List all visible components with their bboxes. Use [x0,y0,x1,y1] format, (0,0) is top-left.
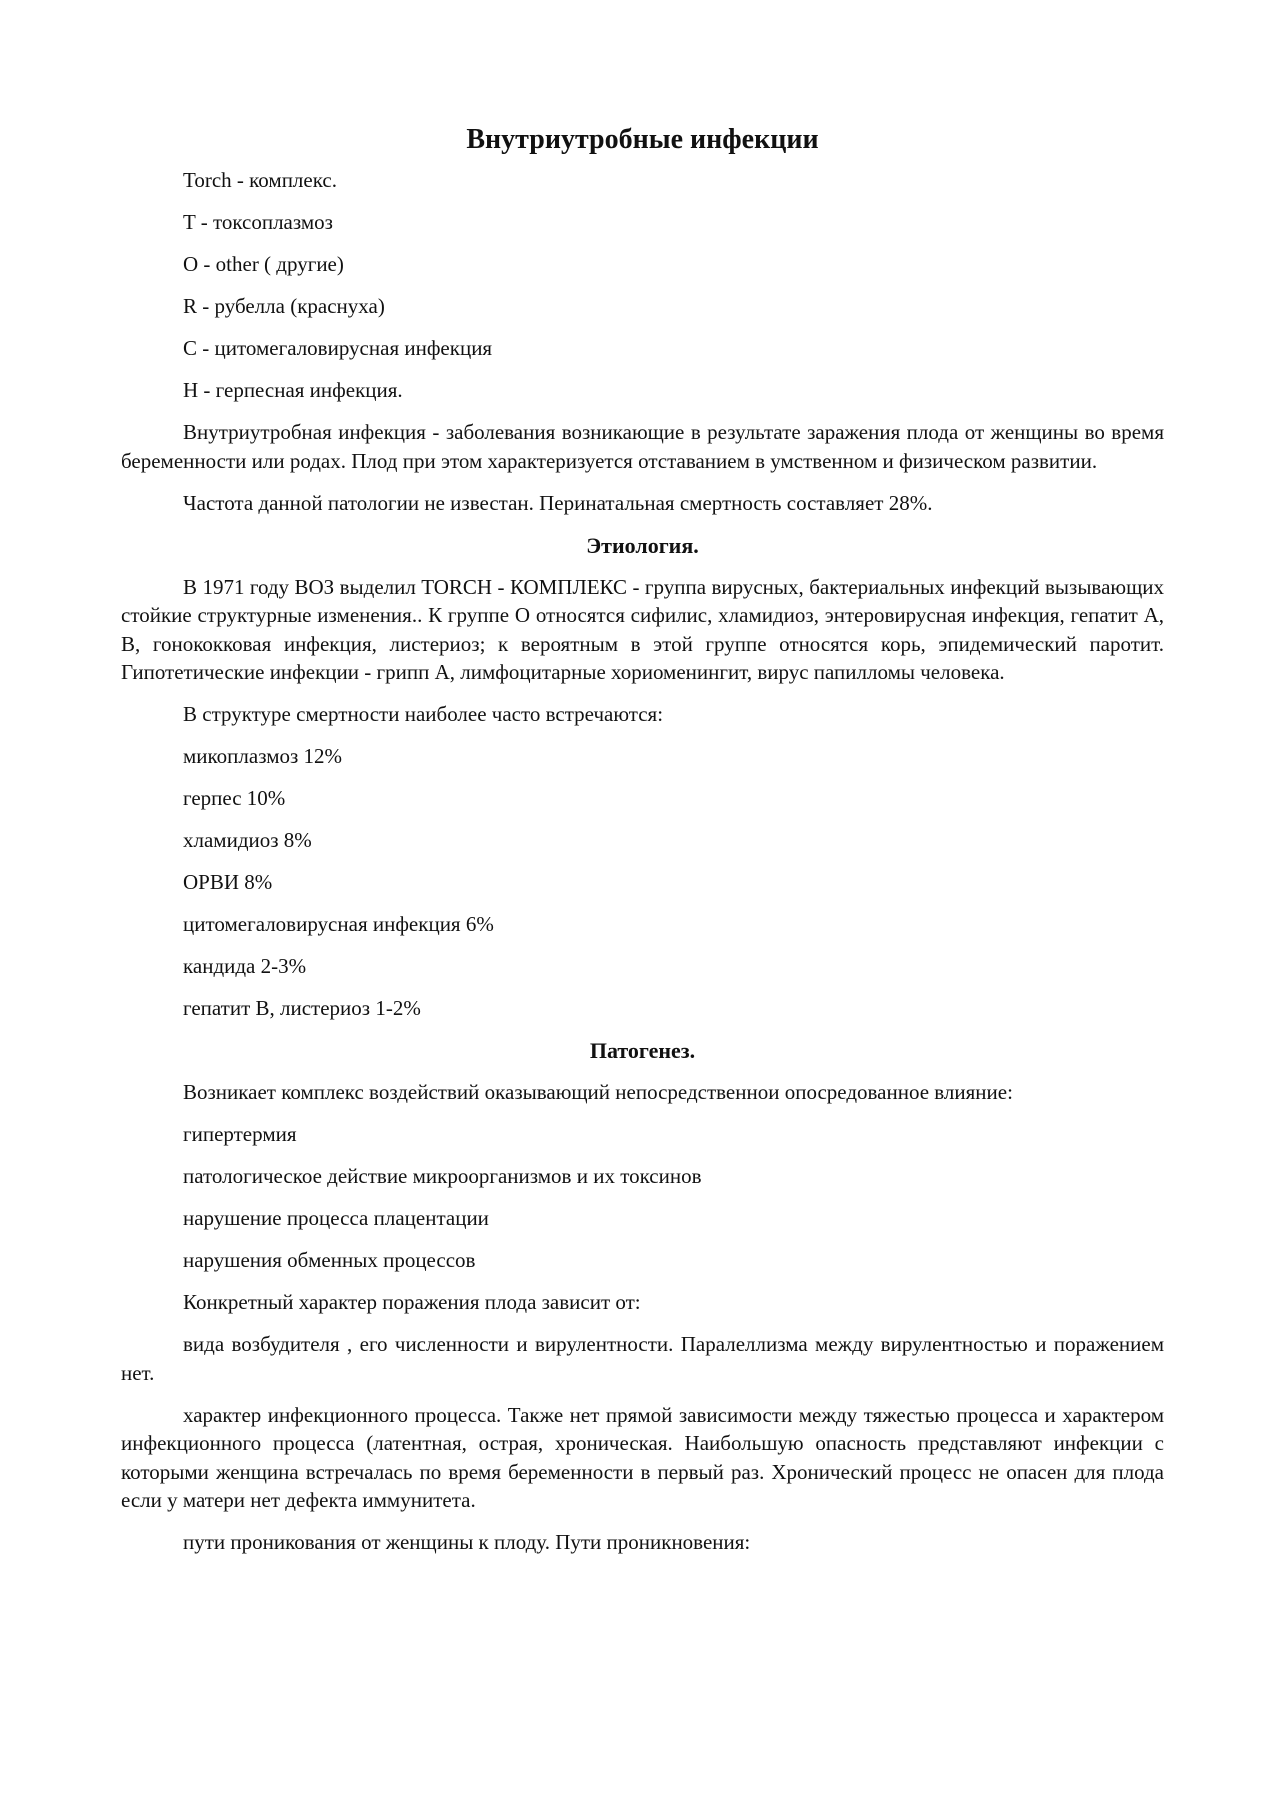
torch-item: O - other ( другие) [183,252,344,276]
factor-item: нарушение процесса плацентации [183,1206,489,1230]
intro-paragraph: Частота данной патологии не известан. Перинатальная смертность составляет 28%. [183,490,933,515]
factor-item: патологическое действие микроорганизмов и их токсинов [183,1164,702,1188]
depends-item: вида возбудителя , его численности и вирулентности. Паралеллизма между вирулентностью и поражением нет. [121,1332,1164,1385]
torch-item: R - рубелла (краснуха) [183,294,385,318]
factor-item: нарушения обменных процессов [183,1248,476,1272]
depends-item: пути проникования от женщины к плоду. Пути проникновения: [183,1530,751,1554]
mortality-item: ОРВИ 8% [183,870,273,894]
mortality-intro: В структуре смертности наиболее часто встречаются: [183,702,664,726]
pathogenesis-heading: Патогенез. [589,1038,696,1063]
depends-intro: Конкретный характер поражения плода зависит от: [183,1290,641,1314]
etiology-heading: Этиология. [586,532,699,558]
mortality-item: гепатит В, листериоз 1-2% [183,996,421,1020]
depends-item: характер инфекционного процесса. Также нет прямой зависимости между тяжестью процесса и характером инфекционного процесса (латентная, острая, хроническая. Наибольшую опасность представляют инфекции с которыми женщина встречалась по время беременности в первый раз. Хронический процесс не опасен для плода если у матери нет дефекта иммунитета. [121,1402,1164,1512]
mortality-item: хламидиоз 8% [183,828,312,852]
mortality-item: микоплазмоз 12% [183,744,343,768]
factor-item: гипертермия [183,1122,297,1146]
document-page [121,122,1164,1570]
pathogenesis-paragraph: Возникает комплекс воздействий оказывающий непосредственнои опосредованное влияние: [183,1080,1013,1104]
mortality-item: герпес 10% [183,786,286,810]
torch-item: T - токсоплазмоз [183,210,333,234]
torch-item: Torch - комплекс. [183,168,337,192]
torch-item: H - герпесная инфекция. [183,378,403,402]
document-title: Внутриутробные инфекции [466,124,819,155]
etiology-paragraph: В 1971 году ВОЗ выделил TORCH - КОМПЛЕКС - группа вирусных, бактериальных инфекций вызывающих стойкие структурные изменения.. К группе О относятся сифилис, хламидиоз, энтеровирусная инфекция, гепатит А, В, гонококковая инфекция, листериоз; к вероятным в этой группе относятся корь, эпидемический паротит. Гипотетические инфекции - грипп А, лимфоцитарные хориоменингит, вирус папилломы человека. [121,574,1164,684]
mortality-item: кандида 2-3% [183,954,307,978]
intro-paragraph: Внутриутробная инфекция - заболевания возникающие в результате заражения плода от женщины во время беременности или родах. Плод при этом характеризуется отставанием в умственном и физическом развитии. [121,420,1164,473]
mortality-item: цитомегаловирусная инфекция 6% [183,912,494,936]
torch-item: C - цитомегаловирусная инфекция [183,336,493,360]
